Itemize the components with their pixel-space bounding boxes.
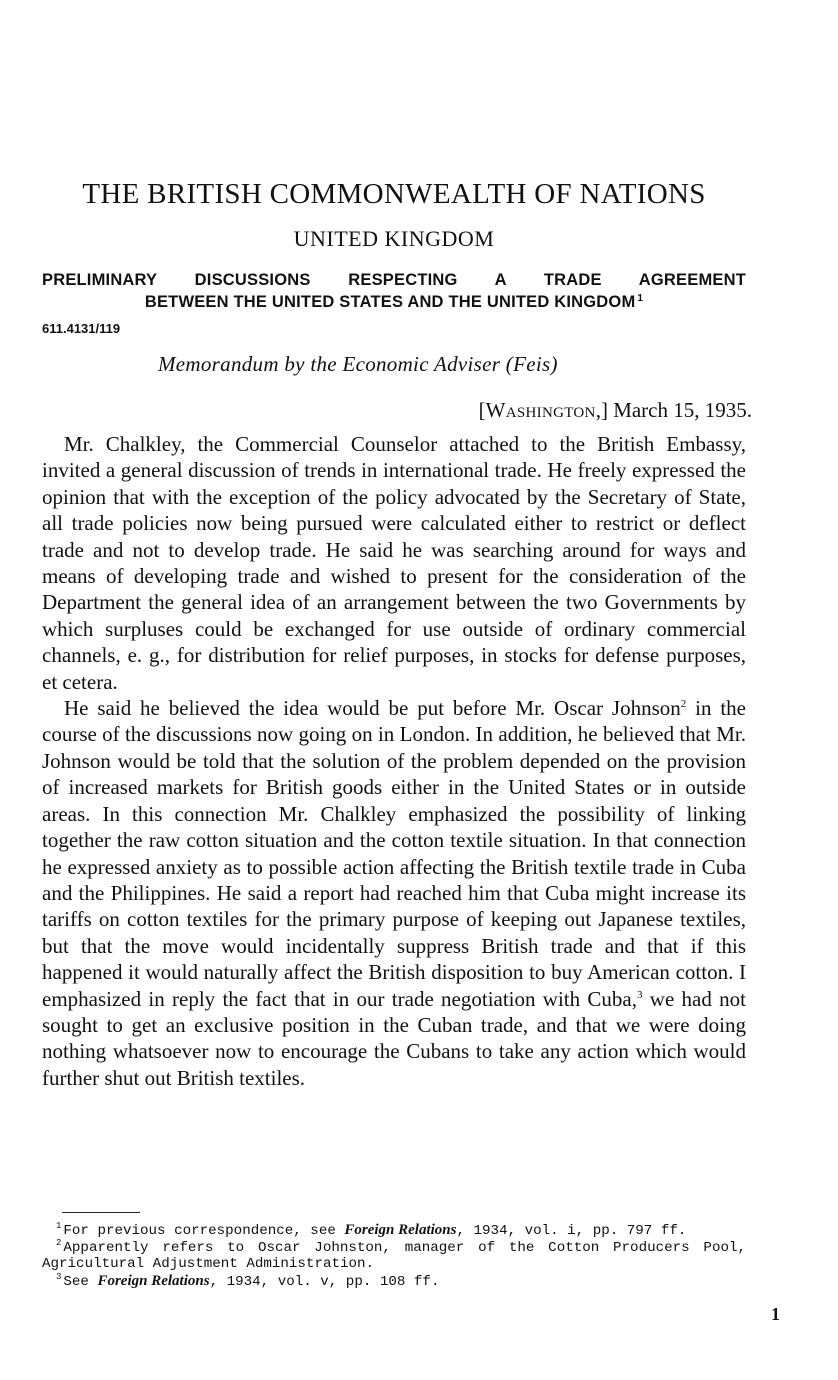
section-heading xyxy=(42,269,746,313)
footnote-2-text: Apparently refers to Oscar Johnston, manager of the Cotton Producers Pool, Agricultural Adjustment Administration. xyxy=(42,1239,746,1272)
memo-body xyxy=(42,431,746,1091)
paragraph-2 xyxy=(42,695,746,1091)
footnote-3 xyxy=(42,1273,746,1291)
section-heading-line-1: PRELIMINARY DISCUSSIONS RESPECTING A TRADE AGREEMENT xyxy=(42,271,746,289)
footnote-1-post: , 1934, vol. i, pp. 797 ff. xyxy=(456,1223,687,1239)
memo-author: (Feis) xyxy=(505,352,558,376)
footnote-1-source: Foreign Relations xyxy=(344,1222,457,1238)
dateline-place: Washington xyxy=(485,398,596,422)
dateline-date: March 15, 1935. xyxy=(613,398,752,422)
section-heading-line-2-text: BETWEEN THE UNITED STATES AND THE UNITED KINGDOM xyxy=(144,293,636,311)
paragraph-2-part-c: we had not sought to get an exclusive position in the Cuban trade, and that we were doing nothing whatsoever now to encourage the Cubans to take any action which would further shut out British textiles. xyxy=(42,986,746,1090)
footnote-3-post: , 1934, vol. v, pp. 108 ff. xyxy=(209,1273,440,1290)
page-subtitle: UNITED KINGDOM xyxy=(293,226,495,251)
dateline-bracket-close: ,] xyxy=(595,398,608,422)
paragraph-2-part-a: He said he believed the idea would be put before Mr. Oscar Johnson xyxy=(64,696,681,721)
footnotes xyxy=(42,1222,746,1290)
page-number: 1 xyxy=(771,1304,780,1324)
footnote-reference-2: 2 xyxy=(680,698,687,711)
footnote-2 xyxy=(42,1237,746,1273)
memo-title-text: Memorandum by the Economic Adviser xyxy=(158,352,501,376)
footnote-reference-1: 1 xyxy=(637,292,644,304)
footnote-divider xyxy=(62,1212,140,1213)
footnote-1-mark: 1 xyxy=(56,1221,62,1232)
footnote-2-mark: 2 xyxy=(56,1237,62,1248)
footnote-reference-3: 3 xyxy=(637,988,643,1001)
page-title: THE BRITISH COMMONWEALTH OF NATIONS xyxy=(82,178,706,210)
dateline-bracket-open: [ xyxy=(478,398,486,422)
footnote-3-pre: See xyxy=(63,1273,98,1290)
section-heading-line-2 xyxy=(42,291,746,313)
footnote-1 xyxy=(42,1222,746,1240)
footnote-3-mark: 3 xyxy=(56,1271,62,1282)
paragraph-2-part-b: in the course of the discussions now going on in London. In addition, he believed that Mr. Johnson would be told that the solution of the problem depended on the provision of increased markets for British goods either in the United States or in outside areas. In this connection Mr. Chalkley emphasized the possibility of linking together the raw cotton situation and the cotton textile situation. In that connection he expressed anxiety as to possible action affecting the British textile trade in Cuba and the Philippines. He said a report had reached him that Cuba might increase its tariffs on cotton textiles for the primary purpose of keeping out Japanese textiles, but that the move would incidentally suppress British trade and that if this happened it would naturally affect the British disposition to buy American cotton. I emphasized in reply the fact that in our trade negotiation with Cuba, xyxy=(42,696,746,1011)
footnote-3-source: Foreign Relations xyxy=(97,1272,210,1289)
footnote-1-pre: For previous correspondence, see xyxy=(63,1223,345,1239)
memo-title xyxy=(158,352,558,377)
paragraph-1: Mr. Chalkley, the Commercial Counselor attached to the British Embassy, invited a general discussion of trends in international trade. He freely expressed the opinion that with the exception of the policy advocated by the Secretary of State, all trade policies now being pursued were calculated either to restrict or deflect trade and not to develop trade. He said he was searching around for ways and means of developing trade and wished to present for the consideration of the Department the general idea of an arrangement between the two Governments by which surpluses could be exchanged for use outside of ordinary commercial channels, e. g., for distribution for relief purposes, in stocks for defense purposes, et cetera. xyxy=(42,432,746,694)
dateline xyxy=(479,398,752,423)
file-number: 611.4131/119 xyxy=(42,321,121,336)
